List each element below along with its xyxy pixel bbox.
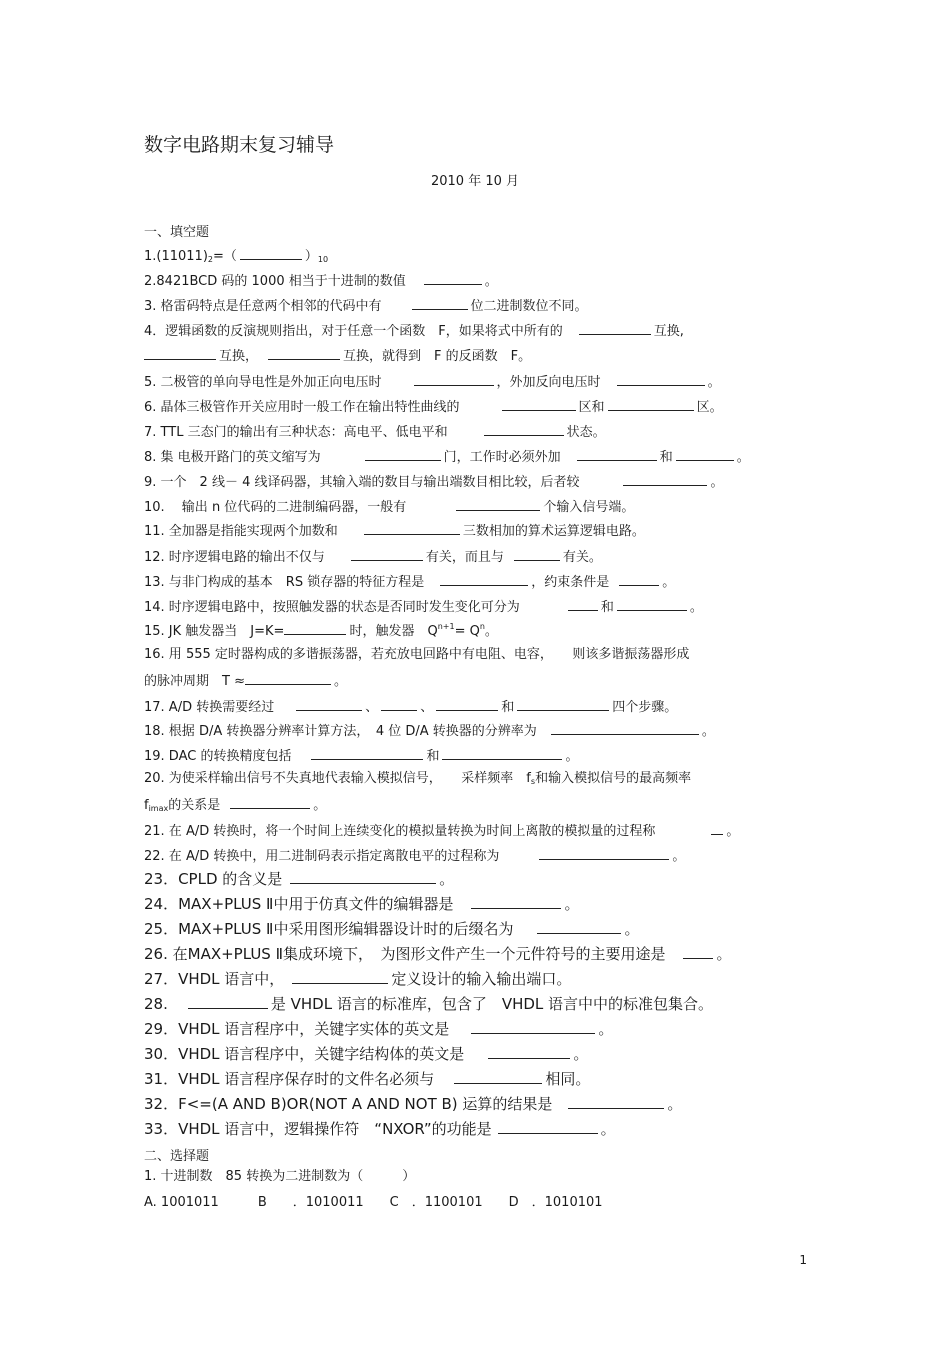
- question-7: 7. TTL 三态门的输出有三种状态：高电平、低电平和 状态。: [144, 425, 606, 440]
- question-4-cont: 互换， 互换，就得到 F 的反函数 F。: [144, 347, 824, 363]
- question-16: 16. 用 555 定时器构成的多谐振荡器，若充放电回路中有电阻、电容， 则该多谐振荡器形成: [144, 647, 690, 662]
- question-21: 21. 在 A/D 转换时，将一个时间上连续变化的模拟量转换为时间上离散的模拟量的过程称 。: [144, 824, 740, 839]
- question-16-cont: 的脉冲周期 T ≈ 。: [144, 674, 347, 689]
- question-29: 29．VHDL 语言程序中，关键字实体的英文是 。: [144, 1020, 614, 1038]
- question-25: 25．MAX+PLUS Ⅱ中采用图形编辑器设计时的后缀名为 。: [144, 920, 640, 938]
- question-12: 12. 时序逻辑电路的输出不仅与 有关，而且与 有关。: [144, 550, 602, 565]
- page-number: 1: [799, 1253, 807, 1267]
- question-19: 19. DAC 的转换精度包括 和 。: [144, 749, 579, 764]
- question-22: 22. 在 A/D 转换中，用二进制码表示指定离散电平的过程称为 。: [144, 849, 686, 864]
- choice-question-1: 1. 十进制数 85 转换为二进制数为（ ）: [144, 1169, 416, 1184]
- section-fill-heading: 一、填空题: [144, 225, 210, 240]
- question-33: 33．VHDL 语言中，逻辑操作符 “NXOR”的功能是 。: [144, 1120, 616, 1138]
- question-31: 31．VHDL 语言程序保存时的文件名必须与 相同。: [144, 1070, 591, 1088]
- question-3: 3. 格雷码特点是任意两个相邻的代码中有 位二进制数位不同。: [144, 299, 588, 314]
- question-17: 17. A/D 转换需要经过 、 、 和 四个步骤。: [144, 700, 678, 715]
- question-11: 11. 全加器是指能实现两个加数和 三数相加的算术运算逻辑电路。: [144, 524, 645, 539]
- question-9: 9. 一个 2 线－ 4 线译码器，其输入端的数目与输出端数目相比较，后者较 。: [144, 475, 724, 490]
- page-date: 2010 年 10 月: [430, 174, 520, 189]
- section-choice-heading: 二、选择题: [144, 1149, 210, 1164]
- question-30: 30．VHDL 语言程序中，关键字结构体的英文是 。: [144, 1045, 589, 1063]
- question-26: 26. 在MAX+PLUS Ⅱ集成环境下， 为图形文件产生一个元件符号的主要用途是 。: [144, 945, 732, 963]
- question-18: 18. 根据 D/A 转换器分辨率计算方法， 4 位 D/A 转换器的分辨率为 。: [144, 724, 715, 739]
- choice-question-1-options: A. 1001011 B ．1010011 C ．1100101 D ．1010101: [144, 1195, 603, 1210]
- question-20: 20. 为使采样输出信号不失真地代表输入模拟信号， 采样频率 $f_s$和输入模拟信号的最高频率: [144, 771, 692, 786]
- question-5: 5. 二极管的单向导电性是外加正向电压时 ，外加反向电压时 。: [144, 375, 721, 390]
- question-8: 8. 集 电极开路门的英文缩写为 门，工作时必须外加 和 。: [144, 450, 750, 465]
- question-27: 27．VHDL 语言中， 定义设计的输入输出端口。: [144, 970, 572, 988]
- question-13: 13. 与非门构成的基本 RS 锁存器的特征方程是 ，约束条件是 。: [144, 575, 676, 590]
- question-1: $1.(11011)_2=$（ ）$_{10}$: [144, 249, 329, 264]
- question-6: 6. 晶体三极管作开关应用时一般工作在输出特性曲线的 区和 区。: [144, 400, 723, 415]
- question-4: 4．逻辑函数的反演规则指出，对于任意一个函数 F，如果将式中所有的 互换,: [144, 324, 684, 339]
- question-23: 23．CPLD 的含义是 。: [144, 870, 455, 888]
- question-20-cont: $f_{imax}$的关系是 。: [144, 798, 327, 813]
- question-32: 32．F<=(A AND B)OR(NOT A AND NOT B) 运算的结果是 。: [144, 1095, 683, 1113]
- page-title: 数字电路期末复习辅导: [144, 134, 335, 156]
- question-24: 24．MAX+PLUS Ⅱ中用于仿真文件的编辑器是 。: [144, 895, 580, 913]
- question-10: 10. 输出 n 位代码的二进制编码器，一般有 个输入信号端。: [144, 500, 635, 515]
- question-15: 15. JK 触发器当 J=K= 时，触发器 $Q^{n+1}= Q^n$。: [144, 622, 498, 639]
- question-28: 28. 是 VHDL 语言的标准库，包含了 VHDL 语言中中的标准包集合。: [144, 995, 714, 1013]
- question-2: 2.8421BCD 码的 1000 相当于十进制的数值 。: [144, 274, 498, 289]
- question-14: 14. 时序逻辑电路中，按照触发器的状态是否同时发生变化可分为 和 。: [144, 600, 703, 615]
